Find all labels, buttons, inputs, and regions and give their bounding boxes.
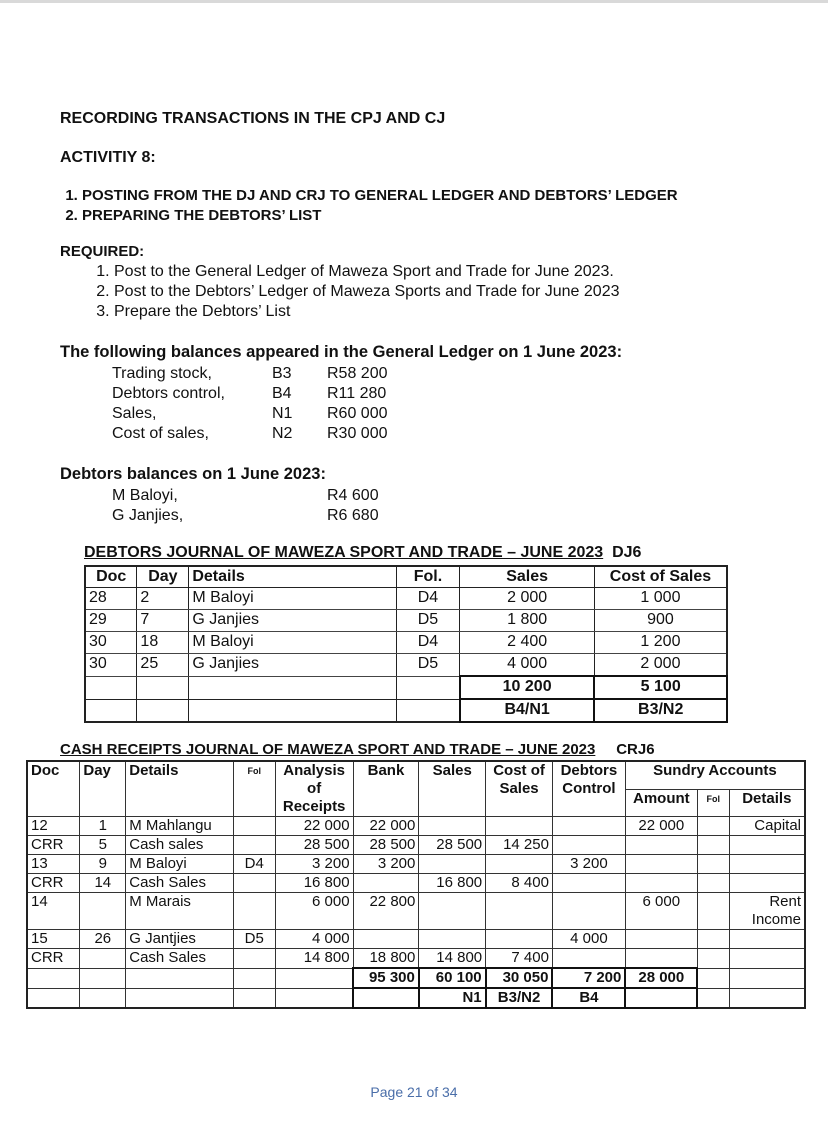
table-row: [85, 588, 727, 610]
crj-header-cost: Cost of Sales: [486, 761, 553, 817]
empty-cell: [729, 988, 805, 1008]
empty-cell: [396, 676, 460, 699]
crj-sales: [419, 817, 486, 836]
crj-title-text: CASH RECEIPTS JOURNAL OF MAWEZA SPORT AND TRADE – JUNE 2023: [60, 741, 596, 758]
crj-details: Cash sales: [126, 836, 234, 855]
table-row: [27, 836, 805, 855]
dj-doc: 28: [85, 588, 137, 610]
crj-sfol: [697, 817, 729, 836]
crj-sfol: [697, 893, 729, 930]
crj-details: M Mahlangu: [126, 817, 234, 836]
crj-sdetails: [729, 855, 805, 874]
crj-cost: [486, 930, 553, 949]
topic-item: 1. POSTING FROM THE DJ AND CRJ TO GENERAL LEDGER AND DEBTORS’ LEDGER: [82, 186, 678, 206]
gl-account: Debtors control,: [112, 385, 225, 402]
crj-details: M Marais: [126, 893, 234, 930]
crj-header-day: Day: [80, 761, 126, 817]
empty-cell: [233, 988, 275, 1008]
gl-amount: R58 200: [327, 365, 388, 382]
gl-folio: B3: [272, 365, 292, 382]
crj-day: [80, 893, 126, 930]
table-row: [27, 874, 805, 893]
crj-doc: CRR: [27, 836, 80, 855]
table-row: [27, 855, 805, 874]
crj-day: 14: [80, 874, 126, 893]
crj-doc: 13: [27, 855, 80, 874]
crj-sdetails: Rent Income: [729, 893, 805, 930]
crj-debtors: 4 000: [552, 930, 625, 949]
page-number: Page 21 of 34: [370, 1084, 458, 1100]
gl-amount: R11 280: [327, 385, 387, 402]
crj-cost: 7 400: [486, 949, 553, 969]
crj-header-details: Details: [126, 761, 234, 817]
top-border: [0, 0, 828, 3]
crj-details: M Baloyi: [126, 855, 234, 874]
crj-doc: 12: [27, 817, 80, 836]
crj-day: 5: [80, 836, 126, 855]
crj-amount: 6 000: [625, 893, 697, 930]
empty-cell: [85, 676, 137, 699]
dj-totals-row: [85, 676, 727, 699]
crj-fol: [233, 817, 275, 836]
crj-doc: 15: [27, 930, 80, 949]
gl-amount: R60 000: [327, 405, 388, 422]
crj-debtors: 3 200: [552, 855, 625, 874]
dj-header-doc: Doc: [85, 566, 137, 588]
table-row: [85, 632, 727, 654]
dj-day: 18: [137, 632, 189, 654]
crj-total-debtors: 7 200: [552, 968, 625, 988]
crj-doc: CRR: [27, 949, 80, 969]
dj-doc: 30: [85, 632, 137, 654]
gl-folio: N2: [272, 425, 293, 442]
crj-details: Cash Sales: [126, 949, 234, 969]
dj-header-cost: Cost of Sales: [594, 566, 727, 588]
crj-cost: 8 400: [486, 874, 553, 893]
gl-balances-heading: The following balances appeared in the General Ledger on 1 June 2023:: [60, 343, 623, 361]
crj-debtors: [552, 949, 625, 969]
activity-label: ACTIVITIY 8:: [60, 149, 156, 166]
dj-cost: 1 000: [594, 588, 727, 610]
page-heading: RECORDING TRANSACTIONS IN THE CPJ AND CJ: [60, 110, 446, 127]
crj-day: 26: [80, 930, 126, 949]
crj-bank: 18 800: [353, 949, 419, 969]
topic-item: 2. PREPARING THE DEBTORS’ LIST: [82, 206, 678, 226]
crj-header-row: [27, 761, 805, 789]
crj-analysis: 22 000: [275, 817, 353, 836]
crj-day: 9: [80, 855, 126, 874]
crj-details: G Jantjies: [126, 930, 234, 949]
empty-cell: [85, 699, 137, 722]
crj-body: [27, 817, 805, 969]
crj-folio-sales: N1: [419, 988, 486, 1008]
crj-header-sundry: Sundry Accounts: [625, 761, 805, 789]
crj-fol: [233, 949, 275, 969]
crj-header-amount: Amount: [625, 789, 697, 816]
crj-cost: [486, 817, 553, 836]
debtors-journal-table: [84, 565, 728, 723]
crj-bank: 3 200: [353, 855, 419, 874]
crj-debtors: [552, 893, 625, 930]
dj-sales: 2 400: [460, 632, 595, 654]
crj-amount: [625, 874, 697, 893]
dj-sales: 1 800: [460, 610, 595, 632]
crj-cost: [486, 893, 553, 930]
debtors-balances-heading: Debtors balances on 1 June 2023:: [60, 465, 326, 483]
crj-amount: [625, 836, 697, 855]
crj-sales: 14 800: [419, 949, 486, 969]
crj-analysis: 28 500: [275, 836, 353, 855]
crj-total-cost: 30 050: [486, 968, 553, 988]
crj-fol: [233, 836, 275, 855]
dj-cost: 900: [594, 610, 727, 632]
crj-header-sales: Sales: [419, 761, 486, 817]
crj-analysis: 16 800: [275, 874, 353, 893]
gl-folio: N1: [272, 405, 293, 422]
crj-sales: [419, 855, 486, 874]
required-item: 3. Prepare the Debtors’ List: [114, 302, 619, 322]
crj-debtors: [552, 836, 625, 855]
table-row: [27, 949, 805, 969]
crj-cost: [486, 855, 553, 874]
dj-cost: 1 200: [594, 632, 727, 654]
dj-header-folio: Fol.: [396, 566, 460, 588]
crj-sales: [419, 893, 486, 930]
empty-cell: [275, 968, 353, 988]
crj-header-sundry-fol: Fol: [697, 789, 729, 816]
crj-amount: 22 000: [625, 817, 697, 836]
crj-day: [80, 949, 126, 969]
dj-day: 25: [137, 654, 189, 677]
crj-analysis: 6 000: [275, 893, 353, 930]
crj-sfol: [697, 874, 729, 893]
crj-bank: 22 000: [353, 817, 419, 836]
dj-details: G Janjies: [189, 654, 396, 677]
crj-header-bank: Bank: [353, 761, 419, 817]
crj-analysis: 4 000: [275, 930, 353, 949]
crj-sfol: [697, 930, 729, 949]
gl-account: Sales,: [112, 405, 157, 422]
empty-cell: [697, 988, 729, 1008]
debtor-name: M Baloyi,: [112, 487, 178, 504]
crj-fol: [233, 874, 275, 893]
debtor-name: G Janjies,: [112, 507, 184, 524]
crj-header-sundry-details: Details: [729, 789, 805, 816]
crj-debtors: [552, 817, 625, 836]
dj-sales: 2 000: [460, 588, 595, 610]
dj-total-sales: 10 200: [460, 676, 595, 699]
dj-ref: DJ6: [612, 544, 642, 561]
crj-sdetails: Capital: [729, 817, 805, 836]
crj-debtors: [552, 874, 625, 893]
crj-sfol: [697, 836, 729, 855]
crj-total-sales: 60 100: [419, 968, 486, 988]
empty-cell: [126, 968, 234, 988]
crj-sdetails: [729, 930, 805, 949]
required-item: 2. Post to the Debtors’ Ledger of Maweza Sports and Trade for June 2023: [114, 282, 619, 302]
topics-list: [60, 186, 678, 226]
crj-sales: [419, 930, 486, 949]
required-list: [92, 262, 619, 322]
dj-header-sales: Sales: [460, 566, 595, 588]
empty-cell: [27, 988, 80, 1008]
empty-cell: [396, 699, 460, 722]
table-row: [85, 654, 727, 677]
gl-account: Trading stock,: [112, 365, 212, 382]
empty-cell: [27, 968, 80, 988]
empty-cell: [80, 968, 126, 988]
gl-amount: R30 000: [327, 425, 388, 442]
crj-folio-cost: B3/N2: [486, 988, 553, 1008]
dj-sales: 4 000: [460, 654, 595, 677]
crj-doc: 14: [27, 893, 80, 930]
dj-day: 2: [137, 588, 189, 610]
dj-folio: D5: [396, 654, 460, 677]
crj-details: Cash Sales: [126, 874, 234, 893]
crj-folio-row: [27, 988, 805, 1008]
dj-details: M Baloyi: [189, 588, 396, 610]
empty-cell: [80, 988, 126, 1008]
table-row: [27, 930, 805, 949]
empty-cell: [729, 968, 805, 988]
crj-sdetails: [729, 836, 805, 855]
crj-doc: CRR: [27, 874, 80, 893]
crj-sfol: [697, 855, 729, 874]
gl-folio: B4: [272, 385, 292, 402]
crj-fol: D4: [233, 855, 275, 874]
empty-cell: [126, 988, 234, 1008]
crj-bank: 28 500: [353, 836, 419, 855]
crj-sales: 28 500: [419, 836, 486, 855]
crj-header-analysis: Analysis of Receipts: [275, 761, 353, 817]
empty-cell: [137, 676, 189, 699]
crj-amount: [625, 855, 697, 874]
crj-cost: 14 250: [486, 836, 553, 855]
crj-day: 1: [80, 817, 126, 836]
crj-sales: 16 800: [419, 874, 486, 893]
crj-sfol: [697, 949, 729, 969]
gl-account: Cost of sales,: [112, 425, 209, 442]
dj-title-text: DEBTORS JOURNAL OF MAWEZA SPORT AND TRADE – JUNE 2023: [84, 544, 604, 561]
dj-header-day: Day: [137, 566, 189, 588]
dj-folio-sales: B4/N1: [460, 699, 595, 722]
crj-amount: [625, 949, 697, 969]
dj-folio: D5: [396, 610, 460, 632]
crj-sdetails: [729, 874, 805, 893]
crj-amount: [625, 930, 697, 949]
dj-total-cost: 5 100: [594, 676, 727, 699]
crj-totals-row: [27, 968, 805, 988]
debtor-amount: R4 600: [327, 487, 379, 504]
crj-bank: 22 800: [353, 893, 419, 930]
crj-title: [60, 741, 655, 758]
crj-fol: D5: [233, 930, 275, 949]
dj-doc: 29: [85, 610, 137, 632]
dj-title: [84, 544, 641, 562]
dj-doc: 30: [85, 654, 137, 677]
table-row: [27, 817, 805, 836]
dj-header-row: [85, 566, 727, 588]
crj-folio-debtors: B4: [552, 988, 625, 1008]
table-row: [85, 610, 727, 632]
table-row: [27, 893, 805, 930]
dj-details: G Janjies: [189, 610, 396, 632]
dj-details: M Baloyi: [189, 632, 396, 654]
empty-cell: [353, 988, 419, 1008]
crj-bank: [353, 874, 419, 893]
required-label: REQUIRED:: [60, 243, 145, 260]
crj-analysis: 3 200: [275, 855, 353, 874]
crj-ref: CRJ6: [616, 741, 655, 758]
debtor-amount: R6 680: [327, 507, 379, 524]
dj-header-details: Details: [189, 566, 396, 588]
crj-header-fol: Fol: [233, 761, 275, 817]
crj-analysis: 14 800: [275, 949, 353, 969]
required-item: 1. Post to the General Ledger of Maweza Sport and Trade for June 2023.: [114, 262, 619, 282]
dj-folio-cost: B3/N2: [594, 699, 727, 722]
empty-cell: [189, 676, 396, 699]
empty-cell: [625, 988, 697, 1008]
dj-folio: D4: [396, 632, 460, 654]
crj-fol: [233, 893, 275, 930]
empty-cell: [233, 968, 275, 988]
crj-sdetails: [729, 949, 805, 969]
crj-total-bank: 95 300: [353, 968, 419, 988]
crj-total-sundry: 28 000: [625, 968, 697, 988]
crj-bank: [353, 930, 419, 949]
cash-receipts-journal-table: [26, 760, 806, 1009]
crj-header-debtors: Debtors Control: [552, 761, 625, 817]
dj-day: 7: [137, 610, 189, 632]
dj-folio-row: [85, 699, 727, 722]
crj-header-doc: Doc: [27, 761, 80, 817]
dj-cost: 2 000: [594, 654, 727, 677]
empty-cell: [189, 699, 396, 722]
empty-cell: [275, 988, 353, 1008]
dj-folio: D4: [396, 588, 460, 610]
empty-cell: [137, 699, 189, 722]
empty-cell: [697, 968, 729, 988]
